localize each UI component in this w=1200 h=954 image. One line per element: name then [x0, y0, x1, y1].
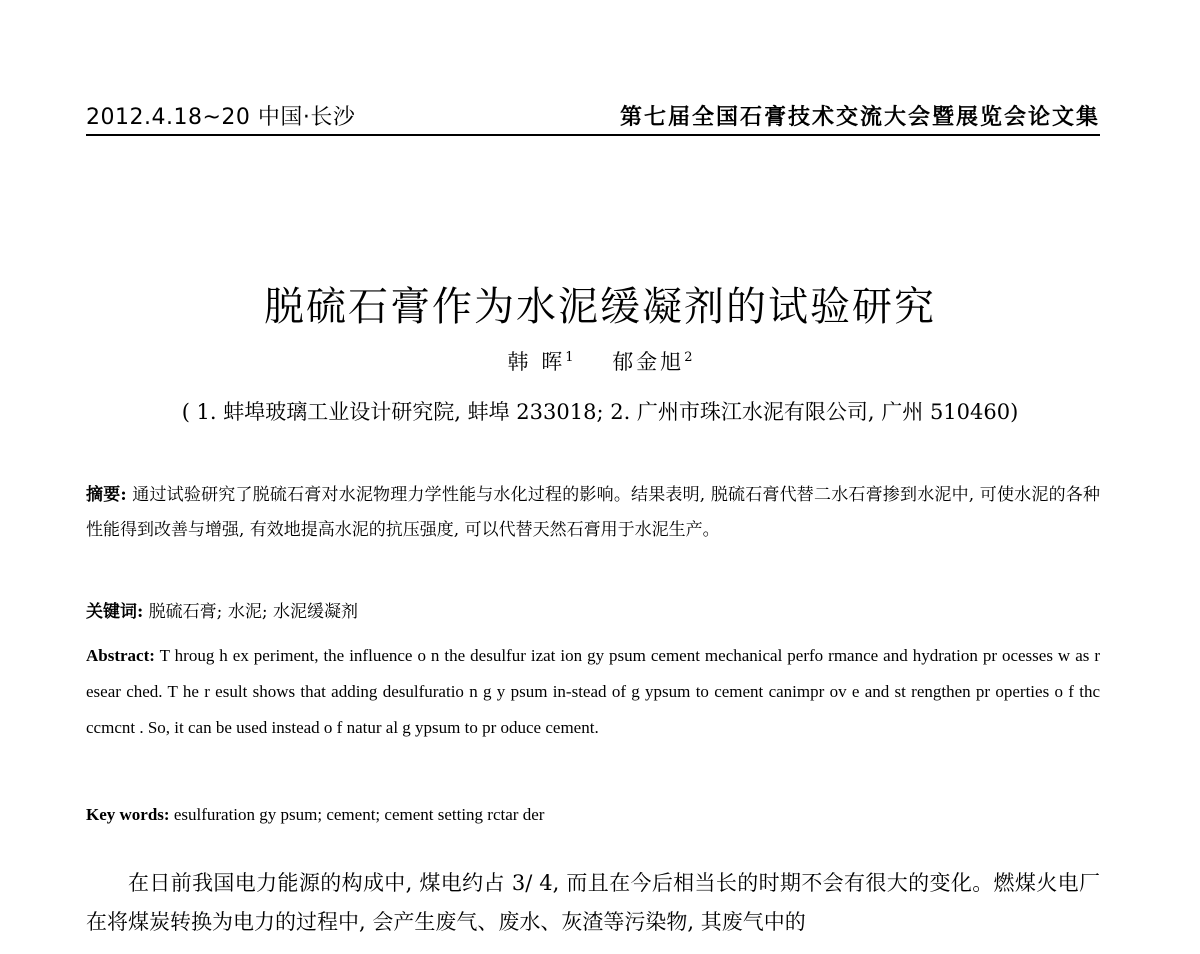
- paper-title: 脱硫石膏作为水泥缓凝剂的试验研究: [264, 284, 936, 330]
- author-affiliation-mark: 1: [565, 350, 574, 365]
- keywords-english: [86, 801, 1100, 829]
- header-proceedings-title: 第七届全国石膏技术交流大会暨展览会论文集: [619, 105, 1100, 130]
- abstract-chinese: [86, 478, 1100, 548]
- abstract-english-text: T hroug h ex periment, the influence o n the desulfur izat ion gy psum cement mechanical perfo rmance and hydration pr ocesses w as r esear ched. T he r esult shows that adding desulfuratio n g y psum in-stead of g ypsum to cement canimpr ov e and st rengthen pr operties o f thc ccmcnt . So, it can be used instead o f natur al g ypsum to pr oduce cement.: [86, 646, 1100, 737]
- author-name: 韩 晖: [507, 350, 566, 374]
- keywords-english-text: esulfuration gy psum; cement; cement setting rctar der: [169, 805, 545, 824]
- abstract-english: [86, 638, 1100, 746]
- abstract-chinese-label: 摘要:: [86, 485, 127, 505]
- author-name: 郁金旭: [612, 350, 685, 374]
- abstract-chinese-text: 通过试验研究了脱硫石膏对水泥物理力学性能与水化过程的影响。结果表明, 脱硫石膏代替二水石膏掺到水泥中, 可使水泥的各种性能得到改善与增强, 有效地提高水泥的抗压强度, 可以代替天然石膏用于水泥生产。: [86, 485, 1100, 540]
- abstract-english-label: Abstract:: [86, 646, 155, 665]
- author-affiliation-mark: 2: [684, 350, 693, 365]
- keywords-chinese-text: 脱硫石膏; 水泥; 水泥缓凝剂: [143, 602, 358, 622]
- body-paragraph: 在日前我国电力能源的构成中, 煤电约占 3/ 4, 而且在今后相当长的时期不会有很大的变化。燃煤火电厂在将煤炭转换为电力的过程中, 会产生废气、废水、灰渣等污染物, 其废气中的: [86, 871, 1100, 934]
- affiliation-line: ( 1. 蚌埠玻璃工业设计研究院, 蚌埠 233018; 2. 广州市珠江水泥有限公司, 广州 510460): [181, 400, 1019, 424]
- keywords-english-label: Key words:: [86, 805, 170, 824]
- keywords-chinese: [86, 597, 1100, 627]
- header-date-location: 2012.4.18~20 中国·长沙: [86, 105, 356, 130]
- keywords-chinese-label: 关键词:: [86, 602, 144, 622]
- author-list: [0, 346, 1200, 376]
- running-header: [86, 100, 1100, 136]
